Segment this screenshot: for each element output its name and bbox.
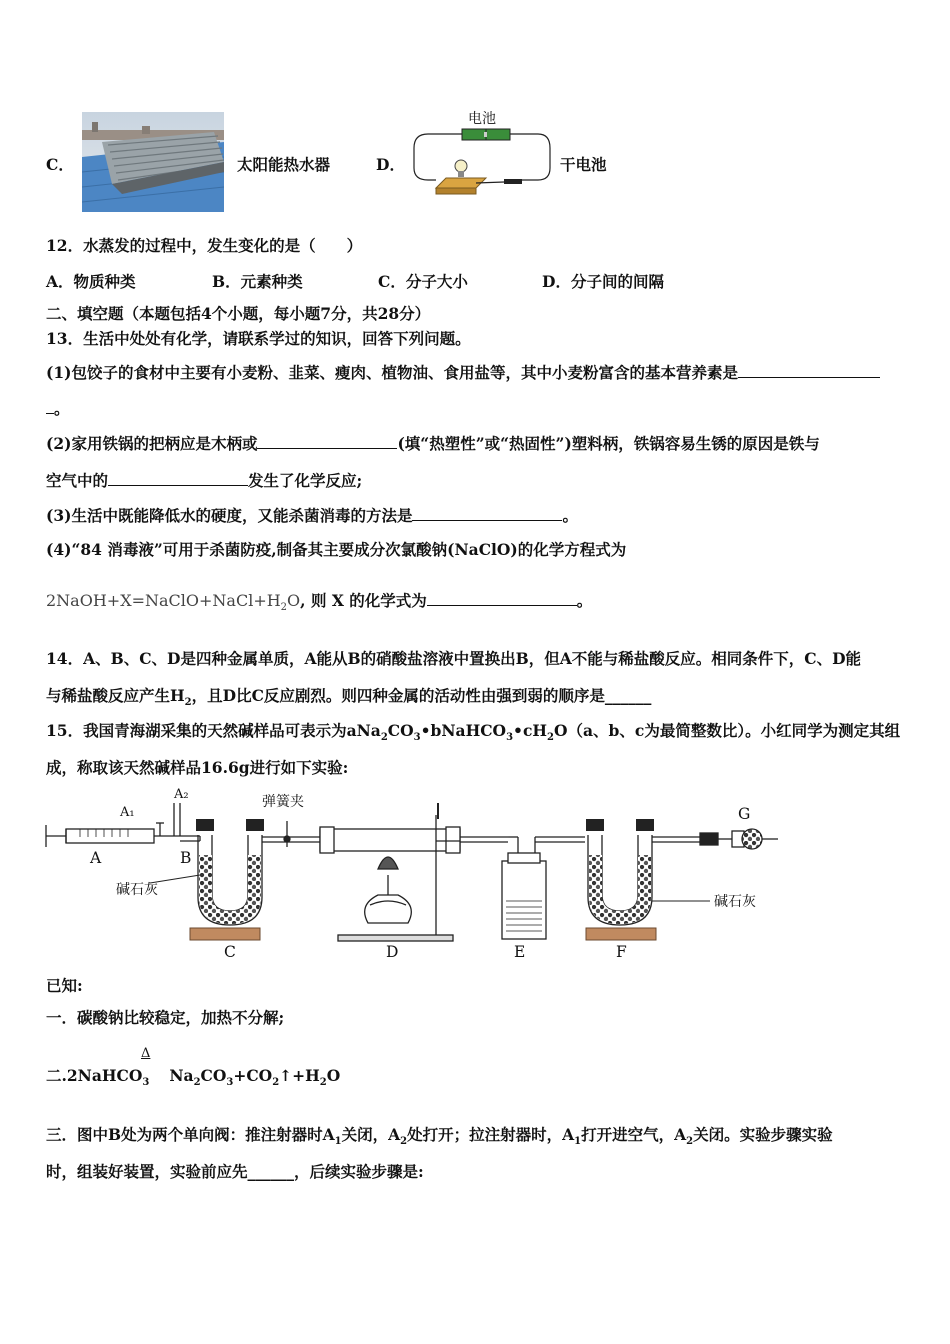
label-soda-lime-right: 碱石灰 (714, 894, 756, 910)
n3-s4: 2 (686, 1136, 694, 1148)
q14-line2-b: ，且D比C反应剧烈。则四种金属的活动性由强到弱的顺序是______ (191, 686, 652, 705)
label-d: D (386, 943, 399, 961)
q15-t1: 15．我国青海湖采集的天然碱样品可表示为aNa (46, 721, 381, 740)
k2-left: 二.2NaHCO (46, 1066, 143, 1085)
q13-part3 (46, 506, 578, 526)
note3-line2: 时，组装好装置，实验前应先______，后续实验步骤是: (46, 1162, 424, 1181)
known-item-1: 一．碳酸钠比较稳定，加热不分解; (46, 1008, 285, 1027)
k2-ra: Na (169, 1066, 194, 1085)
q15-t3: •bNaHCO (420, 721, 507, 740)
n3-s2: 2 (400, 1136, 408, 1148)
n3-t3: 处打开；拉注射器时，A (407, 1125, 575, 1144)
q13-part3-blank[interactable] (412, 506, 562, 521)
q14-line2-a: 与稀盐酸反应产生H (46, 686, 185, 705)
delta-sign: Δ (141, 1046, 151, 1061)
experiment-apparatus-diagram (40, 785, 790, 965)
q13-part1-text: (1)包饺子的食材中主要有小麦粉、韭菜、瘦肉、植物油、食用盐等，其中小麦粉富含的基本营养素是 (46, 363, 738, 382)
q13-part3-end: 。 (562, 506, 578, 525)
q15-s1: 2 (380, 732, 388, 744)
label-a1: A₁ (120, 805, 135, 820)
q13-part2-text-a: (2)家用铁锅的把柄应是木柄或 (46, 434, 258, 453)
q14-line2-sub: 2 (184, 697, 192, 709)
q12-option-d: D．分子间的间隔 (542, 272, 664, 291)
k2-s3: 3 (226, 1077, 234, 1089)
q15-t2: CO (387, 721, 414, 740)
q13-part2-blank-2[interactable] (108, 471, 248, 486)
q15-line1 (46, 721, 900, 748)
battery-label: 电池 (468, 111, 496, 127)
label-a: A (90, 849, 102, 867)
q15-line2: 成，称取该天然碱样品16.6g进行如下实验: (46, 758, 349, 777)
q15-s3: 3 (506, 732, 514, 744)
equation-main: 2NaOH+X=NaClO+NaCl+H (46, 591, 281, 610)
label-b: B (180, 849, 192, 867)
q12-option-a: A．物质种类 (46, 272, 136, 291)
q15-t5: O（a、b、c为最简整数比）。小红同学为测定其组 (554, 721, 901, 740)
q13-equation-line (46, 591, 592, 618)
option-d-label: 干电池 (560, 155, 607, 174)
q13-part2 (46, 434, 820, 454)
section-heading: 二、填空题（本题包括4个小题，每小题7分，共28分） (46, 304, 431, 323)
k2-s4: 2 (272, 1077, 280, 1089)
q15-s2: 3 (413, 732, 421, 744)
q12-stem: 12．水蒸发的过程中，发生变化的是（ ） (46, 236, 363, 255)
k2-rc: +CO (233, 1066, 273, 1085)
label-c: C (224, 943, 236, 961)
n3-s1: 1 (334, 1136, 342, 1148)
known-title: 已知: (46, 976, 83, 995)
q13-part1-blank-cont[interactable] (46, 399, 54, 414)
k2-rd: ↑+H (279, 1066, 320, 1085)
q13-part2-blank-1[interactable] (257, 434, 397, 449)
option-d-letter: D． (376, 155, 405, 174)
q13-part4: (4)“84 消毒液”可用于杀菌防疫,制备其主要成分次氯酸钠(NaClO)的化学方程式为 (46, 540, 627, 559)
q13-part2-text-c: 空气中的 (46, 471, 109, 490)
label-a2: A₂ (174, 787, 189, 802)
q13-part1-blank[interactable] (738, 363, 880, 378)
q13-part3-text: (3)生活中既能降低水的硬度，又能杀菌消毒的方法是 (46, 506, 413, 525)
q12-option-c: C．分子大小 (378, 272, 468, 291)
q13-part2-text-d: 发生了化学反应; (248, 471, 363, 490)
q13-part1-cont (46, 399, 70, 419)
option-c-letter: C． (46, 155, 74, 174)
q13-part1 (46, 363, 880, 383)
q12-option-b: B．元素种类 (212, 272, 303, 291)
q13-part4-blank[interactable] (427, 591, 577, 606)
label-f: F (616, 943, 627, 961)
q14-line1: 14．A、B、C、D是四种金属单质，A能从B的硝酸盐溶液中置换出B，但A不能与稀盐酸反应。相同条件下，C、D能 (46, 649, 862, 668)
q15-s4: 2 (547, 732, 554, 744)
q13-part2-cont (46, 471, 362, 491)
n3-t2: 关闭，A (341, 1125, 401, 1144)
label-spring-clip: 弹簧夹 (262, 794, 304, 810)
chemical-equation (46, 591, 301, 614)
q13-part2-text-b: (填“热塑性”或“热固性”)塑料柄，铁锅容易生锈的原因是铁与 (397, 434, 820, 453)
k2-s1: 3 (142, 1077, 150, 1089)
q13-part4-text-b: , 则 X 的化学式为 (300, 591, 427, 610)
option-c-label: 太阳能热水器 (237, 155, 331, 174)
q13-stem: 13．生活中处处有化学，请联系学过的知识，回答下列问题。 (46, 329, 471, 348)
q15-t4: •cH (513, 721, 548, 740)
k2-s5: 2 (319, 1077, 327, 1089)
battery-circuit-diagram (410, 108, 555, 204)
equation-tail: O (287, 591, 301, 610)
n3-t4: 打开进空气，A (581, 1125, 687, 1144)
k2-re: O (326, 1066, 341, 1085)
n3-t1: 三．图中B处为两个单向阀：推注射器时A (46, 1125, 335, 1144)
equation-sub: 2 (280, 602, 288, 614)
note3-line1 (46, 1125, 833, 1152)
k2-s2: 2 (193, 1077, 201, 1089)
label-e: E (514, 943, 526, 961)
k2-rb: CO (200, 1066, 227, 1085)
n3-t5: 关闭。实验步骤实验 (693, 1125, 833, 1144)
q13-part1-end: 。 (54, 399, 70, 418)
label-soda-lime-left: 碱石灰 (116, 882, 158, 898)
label-g: G (738, 805, 751, 823)
q13-part4-end: 。 (576, 591, 593, 610)
known-item-2 (46, 1066, 340, 1093)
solar-water-heater-image (82, 112, 224, 212)
n3-s3: 1 (574, 1136, 582, 1148)
q14-line2 (46, 686, 651, 713)
